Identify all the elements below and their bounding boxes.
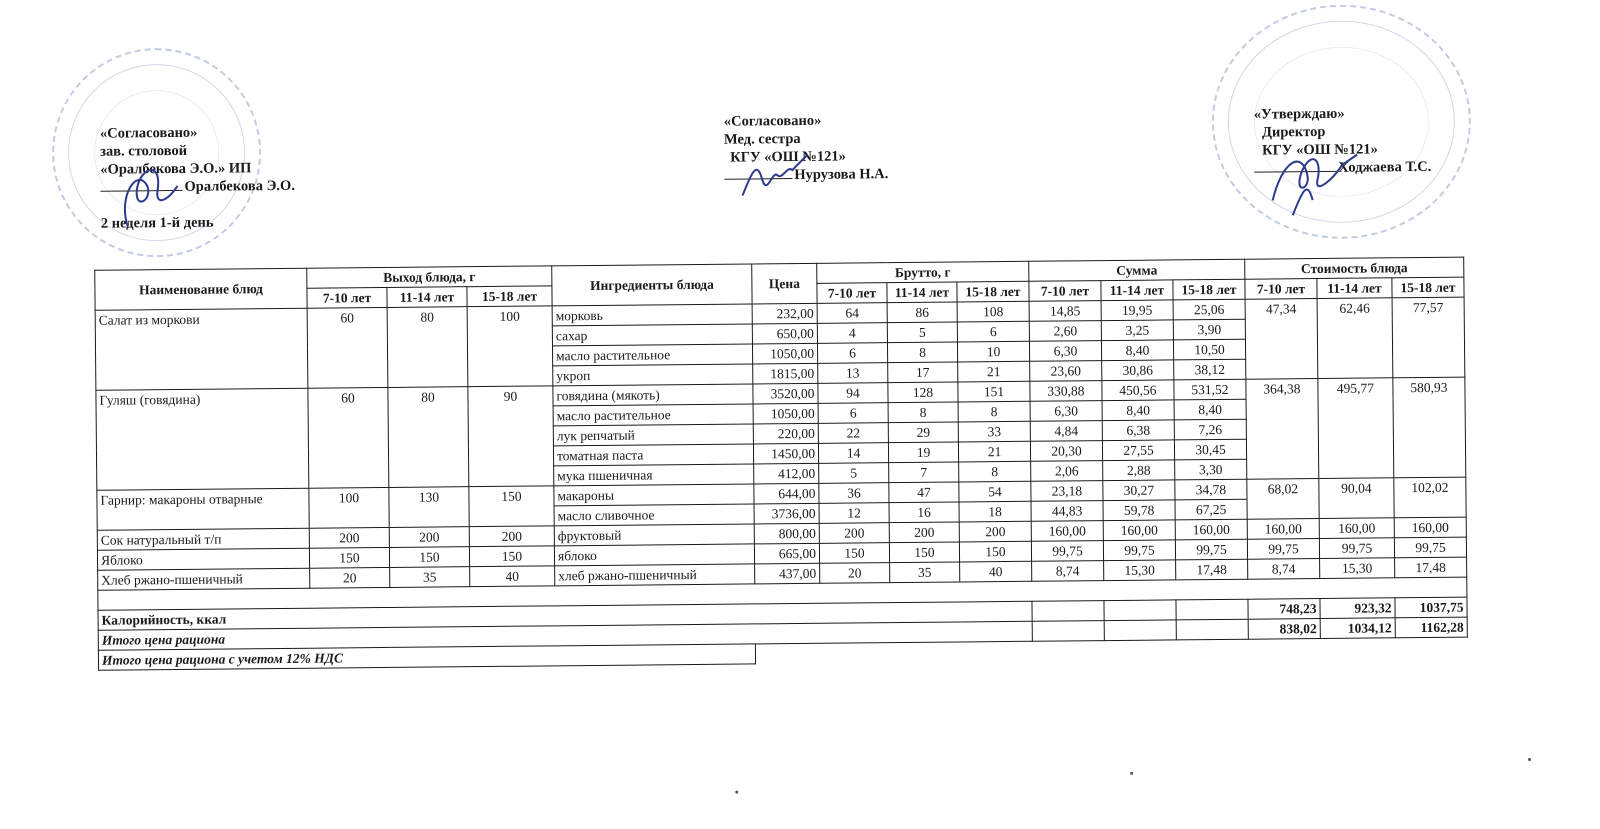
total-cell — [1176, 619, 1248, 640]
ingredient-gross: 8 — [887, 342, 957, 363]
approval-left-title: «Согласовано» — [99, 124, 198, 142]
dish-yield: 40 — [470, 566, 555, 587]
header-gross-age-15-18: 15-18 лет — [957, 281, 1029, 302]
dish-yield: 130 — [389, 487, 469, 528]
ingredient-gross: 8 — [959, 461, 1031, 482]
ingredient-sum: 67,25 — [1175, 499, 1247, 520]
ingredient-gross: 10 — [957, 341, 1029, 362]
calories-label: Калорийность, ккал — [98, 601, 1032, 630]
approval-right-position: Директор — [1261, 123, 1326, 141]
dish-cost: 99,75 — [1394, 537, 1466, 558]
ingredient-sum: 44,83 — [1031, 501, 1103, 522]
ingredient-sum: 27,55 — [1102, 440, 1174, 461]
ingredient-price: 800,00 — [754, 523, 819, 544]
ingredient-gross: 200 — [959, 521, 1031, 542]
ingredient-gross: 64 — [817, 303, 887, 324]
ingredient-gross: 40 — [960, 561, 1032, 582]
ingredient-price: 1815,00 — [753, 363, 818, 384]
ingredient-sum: 3,25 — [1101, 320, 1173, 341]
dish-yield: 100 — [467, 306, 553, 387]
ingredient-sum: 531,52 — [1174, 379, 1246, 400]
ingredient-gross: 4 — [817, 323, 887, 344]
approval-left-signer: Оралбекова Э.О. — [184, 177, 296, 195]
ingredient-gross: 21 — [958, 441, 1030, 462]
ingredient-sum: 15,30 — [1104, 560, 1176, 581]
ingredient-gross: 47 — [889, 482, 959, 503]
dish-cost: 77,57 — [1392, 297, 1465, 378]
ingredient-name: томатная паста — [553, 444, 753, 466]
header-cost-age-7-10: 7-10 лет — [1245, 279, 1317, 300]
calories-cell — [1104, 600, 1176, 621]
ingredient-price: 1450,00 — [753, 443, 818, 464]
ingredient-gross: 13 — [818, 363, 888, 384]
ingredient-gross: 150 — [819, 543, 889, 564]
ingredient-gross: 29 — [888, 422, 958, 443]
ingredient-price: 412,00 — [754, 463, 819, 484]
ingredient-price: 3736,00 — [754, 503, 819, 524]
dish-cost: 102,02 — [1394, 477, 1466, 518]
dish-name: Салат из моркови — [95, 308, 308, 390]
ingredient-gross: 21 — [958, 361, 1030, 382]
approval-right-signer: Ходжаева Т.С. — [1338, 158, 1432, 176]
dish-cost: 160,00 — [1394, 517, 1466, 538]
dish-cost: 15,30 — [1320, 558, 1395, 579]
ingredient-price: 1050,00 — [752, 343, 817, 364]
ingredient-gross: 33 — [958, 421, 1030, 442]
total-vat-value-age-7-10: 838,02 — [1248, 619, 1320, 640]
ingredient-sum: 17,48 — [1176, 559, 1248, 580]
dish-yield: 150 — [389, 547, 469, 568]
ingredient-sum: 7,26 — [1174, 419, 1246, 440]
scan-speck — [1130, 772, 1133, 775]
approval-center-signer: Нурузова Н.А. — [794, 166, 889, 184]
total-cell — [1032, 621, 1104, 642]
dish-name: Яблоко — [97, 548, 309, 570]
ingredient-gross: 5 — [887, 322, 957, 343]
ingredient-sum: 19,95 — [1101, 300, 1173, 321]
dish-yield: 35 — [390, 567, 470, 588]
ingredient-sum: 25,06 — [1173, 299, 1245, 320]
dish-yield: 150 — [309, 547, 389, 568]
signature-right-icon — [1262, 140, 1363, 221]
ingredient-name: лук репчатый — [553, 424, 753, 446]
signature-center-icon — [732, 150, 812, 201]
ingredient-sum: 59,78 — [1103, 500, 1175, 521]
dish-yield: 100 — [309, 487, 389, 528]
ingredient-sum: 23,18 — [1031, 481, 1103, 502]
ingredient-gross: 54 — [959, 481, 1031, 502]
total-value-age-7-10: 748,23 — [1248, 599, 1320, 620]
header-dish-name: Наименование блюд — [95, 268, 307, 310]
ingredient-name: говядина (мякоть) — [553, 384, 753, 406]
total-vat-value-age-11-14: 1034,12 — [1320, 618, 1395, 639]
ingredient-gross: 14 — [818, 443, 888, 464]
header-ingredients: Ингредиенты блюда — [552, 264, 752, 306]
ingredient-gross: 128 — [888, 382, 958, 403]
menu-table — [94, 257, 1468, 671]
ingredient-sum: 99,75 — [1103, 540, 1175, 561]
ingredient-sum: 34,78 — [1175, 479, 1247, 500]
menu-table-body — [95, 297, 1467, 590]
ingredient-sum: 8,74 — [1032, 561, 1104, 582]
dish-name: Гарнир: макароны отварные — [97, 488, 309, 530]
ingredient-gross: 8 — [888, 402, 958, 423]
ingredient-gross: 22 — [818, 423, 888, 444]
dish-cost: 99,75 — [1319, 538, 1394, 559]
dish-cost: 364,38 — [1246, 379, 1319, 480]
header-sum-age-7-10: 7-10 лет — [1029, 281, 1101, 302]
ingredient-sum: 2,88 — [1103, 460, 1175, 481]
ingredient-gross: 16 — [889, 502, 959, 523]
dish-yield: 150 — [469, 546, 554, 567]
ingredient-gross: 108 — [957, 301, 1029, 322]
ingredient-gross: 18 — [959, 501, 1031, 522]
ingredient-sum: 14,85 — [1029, 301, 1101, 322]
header-price: Цена — [752, 263, 817, 304]
dish-name: Сок натуральный т/п — [97, 528, 309, 550]
header-yield-age-11-14: 11-14 лет — [387, 287, 467, 308]
header-cost-age-11-14: 11-14 лет — [1317, 278, 1392, 299]
ingredient-sum: 6,30 — [1029, 341, 1101, 362]
dish-cost: 495,77 — [1318, 378, 1394, 479]
ingredient-sum: 160,00 — [1103, 520, 1175, 541]
dish-name: Гуляш (говядина) — [96, 388, 309, 490]
approval-right-title: «Утверждаю» — [1253, 105, 1345, 123]
ingredient-name: яблоко — [554, 544, 754, 566]
dish-yield: 80 — [387, 307, 468, 388]
ingredient-sum: 3,90 — [1173, 319, 1245, 340]
ingredient-gross: 151 — [958, 381, 1030, 402]
ingredient-price: 232,00 — [752, 303, 817, 324]
header-cost-age-15-18: 15-18 лет — [1392, 277, 1464, 298]
dish-yield: 200 — [469, 526, 554, 547]
ingredient-sum: 4,84 — [1030, 421, 1102, 442]
total-cell — [1104, 620, 1176, 641]
ingredient-sum: 8,40 — [1174, 399, 1246, 420]
scan-speck — [1528, 758, 1531, 761]
ingredient-gross: 8 — [958, 401, 1030, 422]
dish-cost: 99,75 — [1247, 539, 1319, 560]
header-yield: Выход блюда, г — [307, 266, 552, 288]
dish-yield: 60 — [308, 387, 389, 488]
dish-yield: 150 — [469, 486, 554, 527]
calories-cell — [1176, 599, 1248, 620]
ingredient-sum: 160,00 — [1175, 519, 1247, 540]
ingredient-price: 1050,00 — [753, 403, 818, 424]
dish-yield: 200 — [389, 527, 469, 548]
ingredient-name: фруктовый — [554, 524, 754, 546]
ingredient-gross: 36 — [819, 483, 889, 504]
ingredient-sum: 8,40 — [1102, 400, 1174, 421]
header-sum: Сумма — [1029, 259, 1245, 281]
dish-yield: 90 — [468, 386, 554, 487]
summary-section — [98, 577, 1468, 670]
total-value-age-11-14: 923,32 — [1320, 598, 1395, 619]
ingredient-gross: 200 — [889, 522, 959, 543]
ingredient-gross: 7 — [889, 462, 959, 483]
header-sum-age-15-18: 15-18 лет — [1173, 279, 1245, 300]
ingredient-gross: 5 — [819, 463, 889, 484]
ingredient-sum: 99,75 — [1175, 539, 1247, 560]
ingredient-sum: 330,88 — [1030, 381, 1102, 402]
ingredient-gross: 200 — [819, 523, 889, 544]
header-yield-age-7-10: 7-10 лет — [307, 287, 387, 308]
ingredient-gross: 6 — [817, 343, 887, 364]
calories-cell — [1032, 601, 1104, 622]
ingredient-gross: 6 — [818, 403, 888, 424]
header-gross: Брутто, г — [817, 261, 1029, 283]
header-yield-age-15-18: 15-18 лет — [467, 286, 552, 307]
dish-cost: 90,04 — [1319, 478, 1394, 519]
ingredient-gross: 19 — [888, 442, 958, 463]
ingredient-gross: 20 — [820, 563, 890, 584]
ingredient-sum: 160,00 — [1031, 521, 1103, 542]
total-vat-label: Итого цена рациона с учетом 12% НДС — [98, 644, 755, 670]
header-dish-cost: Стоимость блюда — [1245, 257, 1464, 279]
dish-cost: 17,48 — [1395, 557, 1467, 578]
ingredient-price: 665,00 — [754, 543, 819, 564]
ingredient-sum: 2,06 — [1031, 461, 1103, 482]
ingredient-name: укроп — [553, 364, 753, 386]
total-value-age-15-18: 1037,75 — [1395, 597, 1467, 618]
ingredient-name: масло растительное — [552, 344, 752, 366]
ingredient-sum: 6,38 — [1102, 420, 1174, 441]
ingredient-name: сахар — [552, 324, 752, 346]
ingredient-sum: 450,56 — [1102, 380, 1174, 401]
ingredient-gross: 86 — [887, 302, 957, 323]
menu-week-day: 2 неделя 1-й день — [100, 214, 214, 232]
ingredient-gross: 150 — [959, 541, 1031, 562]
header-gross-age-7-10: 7-10 лет — [817, 283, 887, 304]
dish-cost: 62,46 — [1317, 298, 1393, 379]
ingredient-name: хлеб ржано-пшеничный — [555, 564, 755, 586]
ingredient-price: 220,00 — [753, 423, 818, 444]
ingredient-sum: 99,75 — [1031, 541, 1103, 562]
dish-cost: 160,00 — [1247, 519, 1319, 540]
ingredient-sum: 30,27 — [1103, 480, 1175, 501]
ingredient-sum: 23,60 — [1030, 361, 1102, 382]
ingredient-sum: 8,40 — [1101, 340, 1173, 361]
approval-left-position: зав. столовой — [100, 142, 188, 160]
dish-yield: 80 — [388, 387, 469, 488]
ingredient-sum: 10,50 — [1173, 339, 1245, 360]
ingredient-gross: 12 — [819, 503, 889, 524]
ingredient-gross: 94 — [818, 383, 888, 404]
approval-center-title: «Согласовано» — [723, 112, 822, 130]
ingredient-price: 3520,00 — [753, 383, 818, 404]
header-gross-age-11-14: 11-14 лет — [887, 282, 957, 303]
ingredient-sum: 30,45 — [1174, 439, 1246, 460]
ingredient-sum: 2,60 — [1029, 321, 1101, 342]
ingredient-gross: 35 — [890, 562, 960, 583]
approval-center-organization: КГУ «ОШ №121» — [730, 148, 846, 166]
dish-cost: 8,74 — [1248, 559, 1320, 580]
dish-cost: 68,02 — [1247, 479, 1319, 520]
dish-yield: 60 — [307, 307, 388, 388]
ingredient-name: мука пшеничная — [554, 464, 754, 486]
total-vat-value-age-15-18: 1162,28 — [1395, 617, 1467, 638]
ingredient-name: макароны — [554, 484, 754, 506]
approval-right-organization: КГУ «ОШ №121» — [1262, 141, 1378, 159]
ingredient-sum: 30,86 — [1102, 360, 1174, 381]
dish-yield: 20 — [310, 567, 390, 588]
ingredient-gross: 150 — [889, 542, 959, 563]
scan-speck — [735, 791, 738, 794]
ingredient-price: 644,00 — [754, 483, 819, 504]
ingredient-price: 650,00 — [752, 323, 817, 344]
ingredient-sum: 20,30 — [1030, 441, 1102, 462]
total-label: Итого цена рациона — [98, 621, 1032, 650]
dish-cost: 580,93 — [1393, 377, 1466, 478]
ingredient-gross: 6 — [957, 321, 1029, 342]
approval-center-position: Мед. сестра — [723, 130, 801, 148]
ingredient-sum: 38,12 — [1174, 359, 1246, 380]
ingredient-name: масло сливочное — [554, 504, 754, 526]
dish-cost: 160,00 — [1319, 518, 1394, 539]
dish-cost: 47,34 — [1245, 299, 1318, 380]
ingredient-gross: 17 — [888, 362, 958, 383]
approval-left-organization: «Оралбекова Э.О.» ИП — [100, 160, 252, 178]
ingredient-price: 437,00 — [755, 563, 820, 584]
dish-name: Хлеб ржано-пшеничный — [98, 568, 310, 590]
dish-yield: 200 — [309, 527, 389, 548]
ingredient-sum: 6,30 — [1030, 401, 1102, 422]
ingredient-name: морковь — [552, 304, 752, 326]
ingredient-name: масло растительное — [553, 404, 753, 426]
header-sum-age-11-14: 11-14 лет — [1101, 280, 1173, 301]
ingredient-sum: 3,30 — [1175, 459, 1247, 480]
signature-left-icon — [107, 156, 188, 237]
